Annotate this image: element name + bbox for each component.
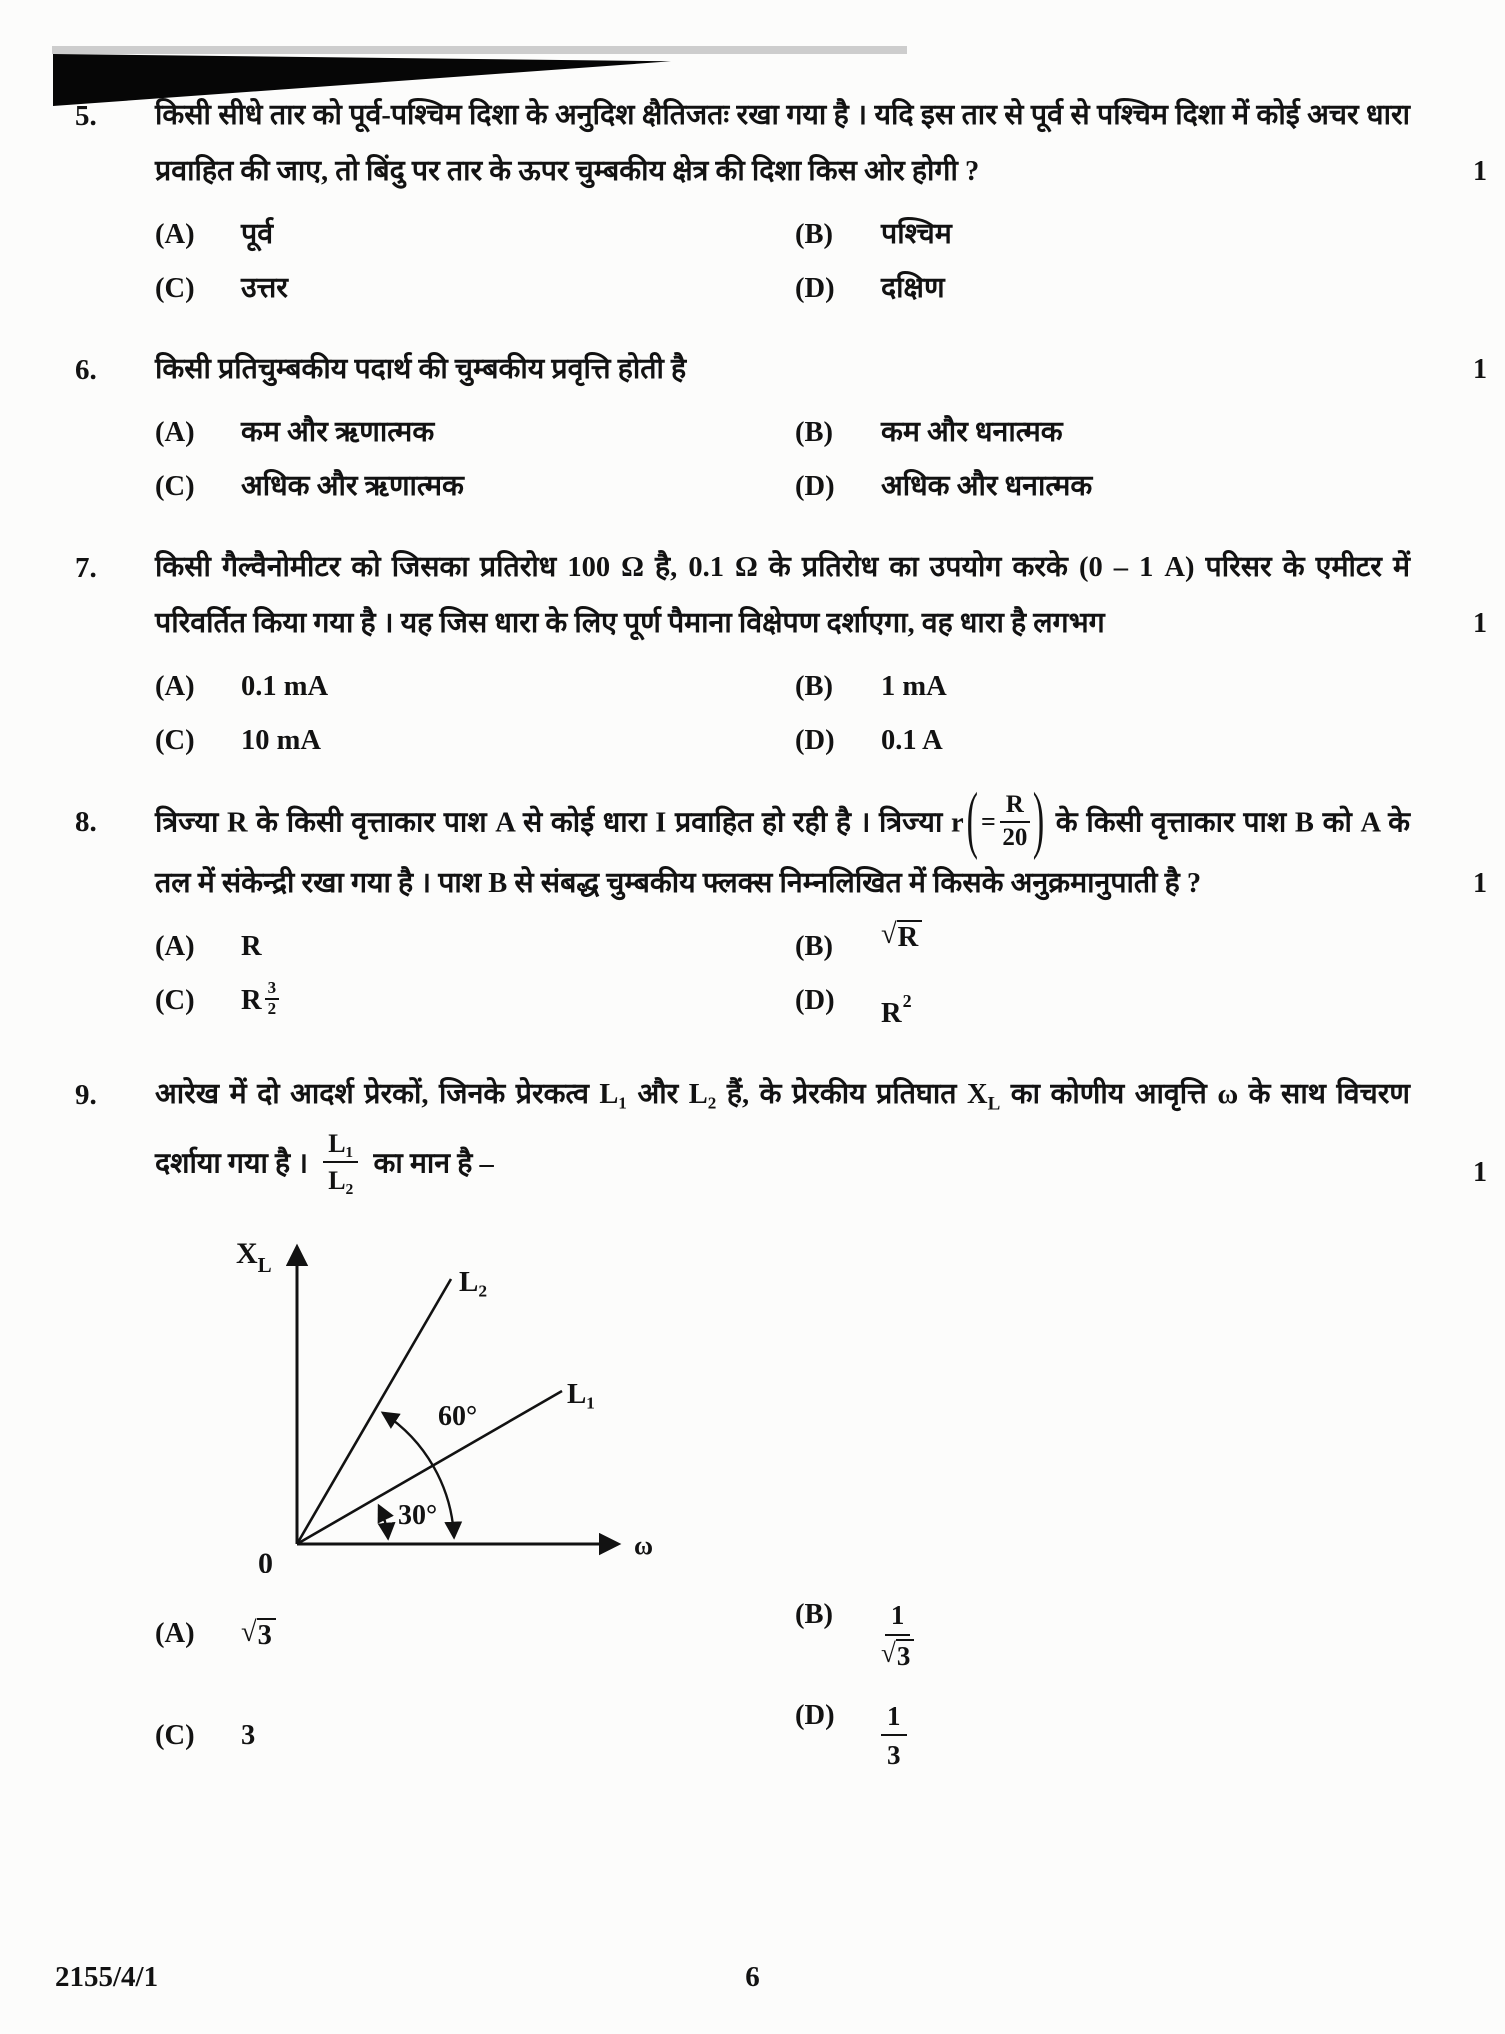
option-text: पश्चिम [881,219,952,250]
option-text: 0.1 A [881,725,943,756]
marks-value: 1 [1473,156,1487,187]
option-row [155,1586,1505,1686]
marks-value: 1 [1473,354,1487,385]
radical-sign: √ [241,1617,257,1649]
option-d [795,262,945,316]
option-text: कम और धनात्मक [881,417,1063,448]
question-6 [0,342,1505,514]
question-stem [155,342,1505,398]
origin-label: 0 [258,1546,273,1573]
question-number: 9. [75,1078,97,1111]
marks-value: 1 [1473,867,1487,899]
question-body [155,342,1505,514]
question-stem [155,779,1505,912]
y-axis-label: $X_L$ [236,1236,272,1277]
open-paren: ( [966,779,978,862]
option-d [795,714,943,768]
option-label: (D) [795,1699,835,1731]
option-text: R [241,930,262,962]
fraction-denominator: 20 [1002,823,1028,851]
fraction-denominator: 3 [887,1740,901,1771]
question-stem [155,1067,1505,1201]
reactance-vs-frequency-diagram [150,1217,1505,1578]
question-7 [0,540,1505,768]
exponent-numerator: 3 [265,979,280,1001]
option-text: 10 mA [241,725,321,756]
question-stem [155,88,1505,200]
options-list [155,660,1505,768]
diagram-svg [150,1217,670,1573]
option-c [155,1720,795,1752]
radical-sign: √ [881,1637,896,1668]
option-label: (C) [155,471,195,502]
stem-text: किसी प्रतिचुम्बकीय पदार्थ की चुम्बकीय प्रवृत्ति होती है [155,354,687,385]
marks-value: 1 [1473,1156,1487,1188]
option-text: 3 [241,1719,256,1751]
angle-30-label: 30° [398,1499,438,1531]
questions-area [0,88,1505,1812]
option-sqrt-expression [241,1618,276,1653]
question-body [155,1067,1505,1786]
option-label: (C) [155,273,195,304]
option-b [795,660,947,714]
option-a [155,406,795,460]
reactance-symbol-base: X [966,1078,988,1110]
fraction-l1-over-l2 [323,1128,358,1196]
line-l1-label: L₁ [567,1377,596,1410]
option-b [795,920,922,974]
option-label: (C) [155,984,195,1016]
fraction-denominator [881,1636,914,1672]
question-9 [0,1067,1505,1786]
options-list [155,1586,1505,1786]
stem-text: किसी गैल्वैनोमीटर को जिसका प्रतिरोध 100 Ω है, 0.1 Ω के प्रतिरोध का उपयोग करके (0 – 1 A) परिसर के एमीटर में परिवर्तित किया गया है । यह जिस धारा के लिए पूर्ण पैमाना विक्षेपण दर्शाएगा, वह धारा है लगभग [155,552,1410,639]
paper-code: 2155/4/1 [55,1961,159,1993]
question-number: 5. [75,100,97,132]
options-list [155,920,1505,1041]
option-power-expression [241,974,279,1041]
option-label: (B) [795,417,833,448]
x-axis-label: ω [634,1530,654,1560]
radicand: 3 [896,1639,915,1672]
option-label: (B) [795,219,833,250]
question-number: 8. [75,806,97,838]
stem-text: के किसी वृत्ताकार पाश B को A के तल में संकेन्द्री रखा गया है । पाश B से संबद्ध चुम्बकीय फ्लक्स निम्नलिखित में किसके अनुक्रमानुपाती है ? [155,807,1411,899]
option-a [155,208,795,262]
option-row [155,660,1505,714]
option-row [155,460,1505,514]
question-body [155,88,1505,316]
option-label: (A) [155,930,195,962]
radicand: R [897,920,923,955]
option-label: (A) [155,219,195,250]
option-row [155,208,1505,262]
option-a [155,920,795,974]
option-d [795,1700,907,1772]
question-stem [155,540,1505,652]
option-text: दक्षिण [881,273,945,304]
option-text: उत्तर [241,273,288,304]
radicand: 3 [257,1618,276,1653]
option-d [795,974,912,1041]
fraction-numerator: 1 [881,1700,907,1736]
option-row [155,974,1505,1041]
option-b [795,406,1063,460]
option-a [155,660,795,714]
option-c [155,262,795,316]
radical-sign: √ [881,918,897,950]
option-power-expression [881,974,912,1041]
option-row [155,920,1505,974]
option-text: अधिक और धनात्मक [881,471,1093,502]
stem-text: त्रिज्या R के किसी वृत्ताकार पाश A से कोई धारा I प्रवाहित हो रही है । त्रिज्या r [155,807,964,839]
option-label: (B) [795,671,833,702]
option-d [795,460,1092,514]
option-b [795,208,952,262]
base: R [881,997,902,1029]
exponent: 2 [902,990,912,1011]
option-fraction [881,1599,914,1671]
close-paren: ) [1032,779,1045,862]
arc-30-degrees [379,1506,388,1538]
option-text: कम और ऋणात्मक [241,417,435,448]
fraction-numerator: L₁ [323,1128,358,1163]
question-number: 7. [75,552,97,584]
option-c [155,460,795,514]
base: R [241,984,262,1016]
exponent-denominator: 2 [267,999,277,1019]
exponent-fraction [265,979,280,1019]
equals-sign: = [980,806,996,836]
option-label: (C) [155,725,195,756]
option-text: 1 mA [881,671,947,702]
page-number: 6 [745,1961,760,1993]
option-label: (A) [155,671,195,702]
option-fraction [881,1700,907,1772]
question-5 [0,88,1505,316]
options-list [155,406,1505,514]
option-label: (D) [795,471,835,502]
option-b [795,1599,914,1671]
question-8 [0,779,1505,1041]
option-text: 0.1 mA [241,671,329,702]
option-row [155,714,1505,768]
option-label: (D) [795,725,835,756]
option-label: (B) [795,1599,833,1631]
angle-60-label: 60° [438,1400,478,1432]
question-number: 6. [75,354,97,386]
fraction-numerator: R [1000,791,1030,823]
option-row [155,406,1505,460]
stem-text: आरेख में दो आदर्श प्रेरकों, जिनके प्रेरकत्व L₁ और L₂ हैं, के प्रेरकीय प्रतिघात [155,1078,967,1110]
options-list [155,208,1505,316]
stem-text: किसी सीधे तार को पूर्व-पश्चिम दिशा के अनुदिश क्षैतिजतः रखा गया है । यदि इस तार से पूर्व से पश्चिम दिशा में कोई अचर धारा प्रवाहित की जाए, तो बिंदु पर तार के ऊपर चुम्बकीय क्षेत्र की दिशा किस ओर होगी ? [155,100,1410,187]
fraction-denominator: L₂ [328,1166,354,1196]
reactance-symbol-sub: L [987,1093,1001,1115]
scan-artifact-strip [52,46,907,54]
fraction-r-over-20 [1000,791,1030,853]
marks-value: 1 [1473,608,1487,639]
line-l2-label: L₂ [459,1265,488,1298]
option-label: (B) [795,930,833,962]
option-label: (D) [795,984,835,1016]
option-label: (A) [155,417,195,448]
option-text: पूर्व [241,219,274,250]
option-row [155,1686,1505,1786]
option-sqrt-expression [881,920,922,974]
option-label: (C) [155,1719,195,1751]
stem-text: का कोणीय आवृत्ति ω के साथ विचरण दर्शाया गया है । [155,1078,1410,1180]
option-label: (A) [155,1618,195,1650]
fraction-numerator: 1 [885,1599,911,1635]
option-c [155,714,795,768]
option-a [155,1618,795,1653]
question-body [155,779,1505,1041]
option-label: (D) [795,273,835,304]
option-text: अधिक और ऋणात्मक [241,471,464,502]
question-body [155,540,1505,768]
option-row [155,262,1505,316]
option-c [155,974,795,1041]
stem-text: का मान है – [366,1148,494,1180]
